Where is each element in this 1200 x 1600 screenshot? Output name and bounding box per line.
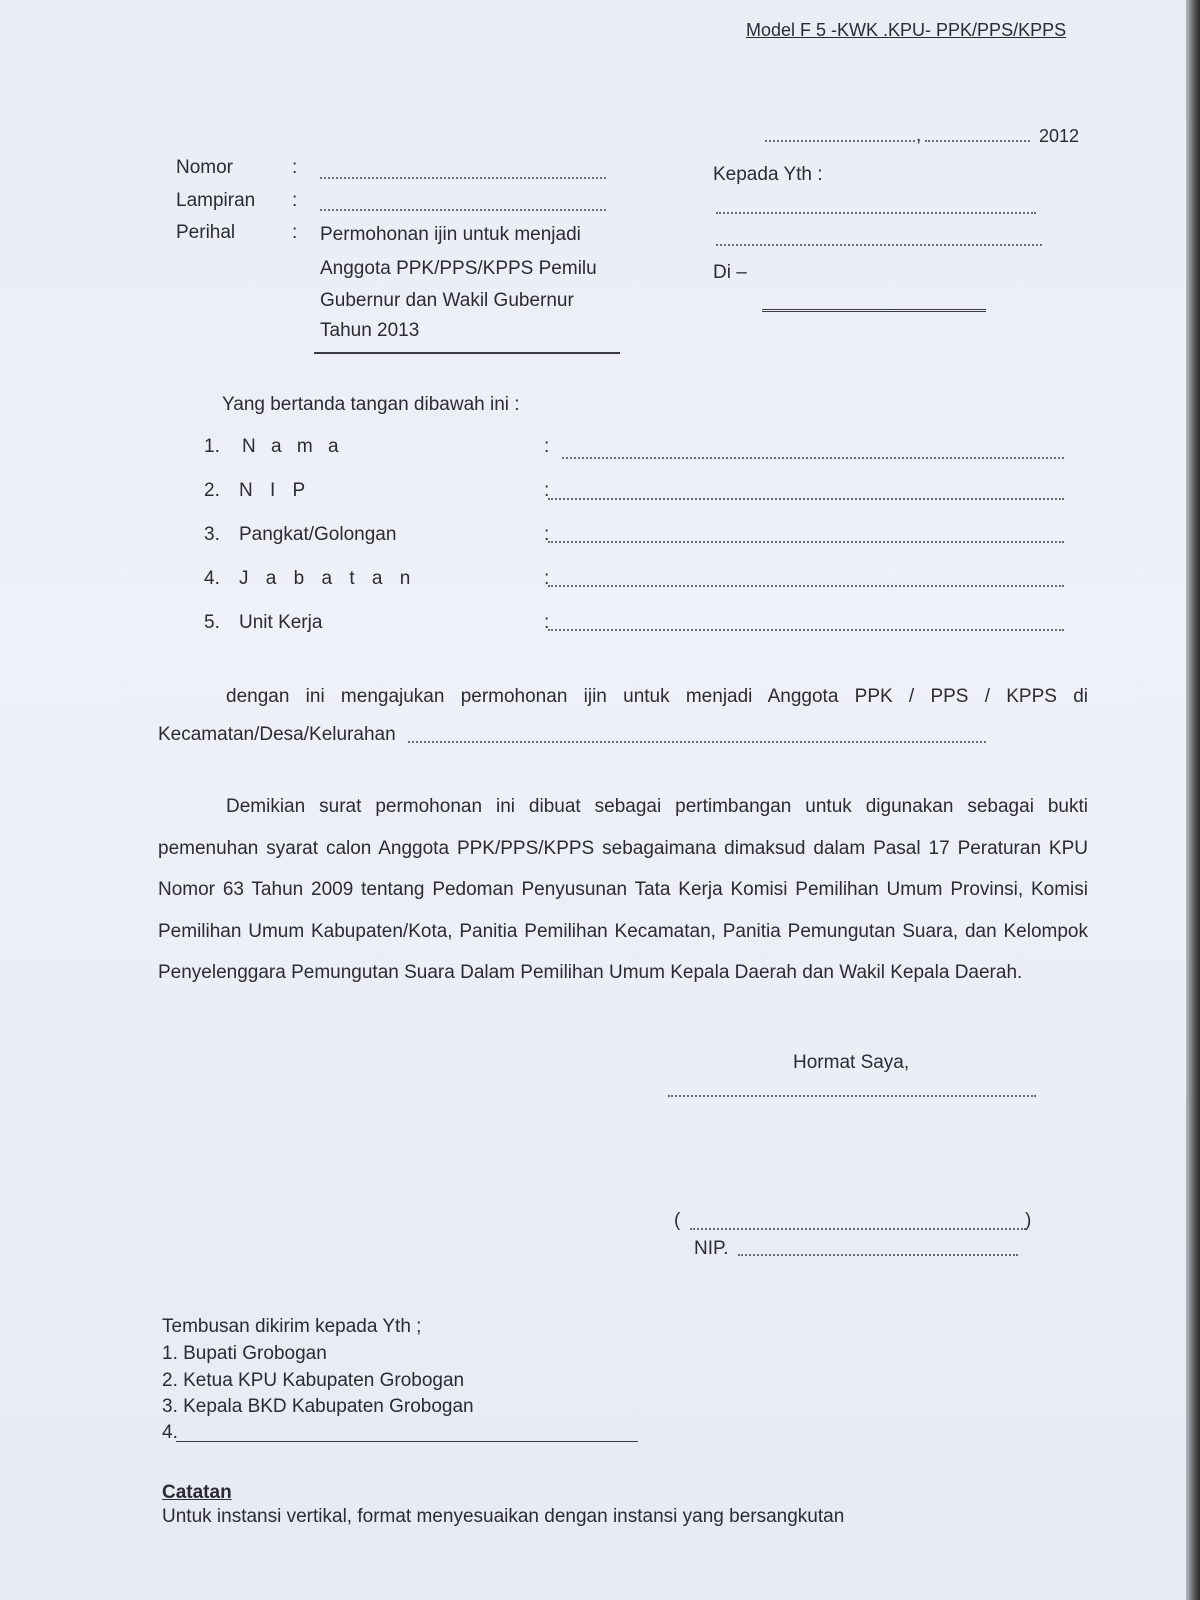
nomor-colon: :: [292, 157, 298, 178]
copies-item-4-line: [176, 1441, 638, 1442]
addressee-place-line: [762, 309, 986, 312]
field-nama-dots: [562, 457, 1064, 459]
copies-item: 1. Bupati Grobogan: [162, 1343, 327, 1364]
addressee-line-1: [716, 212, 1036, 214]
signature-name-dots: [690, 1228, 1026, 1230]
field-pangkat-dots: [548, 541, 1064, 543]
field-colon: :: [544, 568, 550, 589]
copies-item: 3. Kepala BKD Kabupaten Grobogan: [162, 1396, 474, 1417]
field-number: 4.: [204, 568, 220, 589]
perihal-line-3: Gubernur dan Wakil Gubernur: [320, 290, 574, 311]
field-colon: :: [544, 524, 550, 545]
field-label-nip: N I P: [239, 480, 312, 501]
signature-close-paren: ): [1025, 1210, 1032, 1231]
field-label-pangkat: Pangkat/Golongan: [239, 524, 397, 545]
signature-nip-dots: [738, 1254, 1018, 1256]
copies-item: 4.: [162, 1422, 178, 1443]
date-day-dots: [925, 140, 1030, 142]
signature-open-paren: (: [674, 1210, 681, 1231]
date-separator: ,: [916, 125, 922, 146]
copies-title: Tembusan dikirim kepada Yth ;: [162, 1316, 422, 1337]
note-title: Catatan: [162, 1482, 232, 1503]
request-line-2: Kecamatan/Desa/Kelurahan: [158, 724, 396, 745]
field-number: 2.: [204, 480, 220, 501]
perihal-label: Perihal: [176, 222, 236, 243]
page-edge-shadow: [1186, 0, 1200, 1600]
field-label-unit-kerja: Unit Kerja: [239, 612, 323, 633]
date-year: 2012: [1039, 126, 1080, 146]
request-line-1: dengan ini mengajukan permohonan ijin untuk menjadi Anggota PPK / PPS / KPPS di: [226, 686, 1088, 707]
perihal-colon: :: [292, 222, 298, 243]
addressee-line-2: [716, 244, 1042, 246]
perihal-line-1: Permohonan ijin untuk menjadi: [320, 224, 581, 245]
perihal-underline: [314, 352, 620, 354]
field-colon: :: [544, 480, 550, 501]
field-jabatan-dots: [548, 585, 1064, 587]
field-label-nama: N a m a: [242, 436, 344, 457]
date-place-dots: [765, 140, 915, 142]
lampiran-label: Lampiran: [176, 190, 256, 211]
lampiran-field: [320, 209, 606, 211]
field-nip-dots: [548, 498, 1064, 500]
kepada-label: Kepada Yth :: [713, 164, 823, 185]
field-colon: :: [544, 436, 550, 457]
kecamatan-dots: [408, 741, 986, 743]
field-number: 5.: [204, 612, 220, 633]
identity-intro: Yang bertanda tangan dibawah ini :: [222, 394, 520, 415]
note-text: Untuk instansi vertikal, format menyesuaikan dengan instansi yang bersangkutan: [162, 1506, 845, 1527]
nomor-field: [320, 177, 606, 179]
closing-paragraph: Demikian surat permohonan ini dibuat sebagai pertimbangan untuk digunakan sebagai bukti pemenuhan syarat calon Anggota PPK/PPS/KPPS sebagaimana dimaksud dalam Pasal 17 Peraturan KPU Nomor 63 Tahun 2009 tentang Pedoman Penyusunan Tata Kerja Komisi Pemilihan Umum Provinsi, Komisi Pemilihan Umum Kabupaten/Kota, Panitia Pemilihan Kecamatan, Panitia Pemungutan Suara, dan Kelompok Penyelenggara Pemungutan Suara Dalam Pemilihan Umum Kepala Daerah dan Wakil Kepala Daerah.: [158, 796, 1088, 983]
field-unit-kerja-dots: [548, 629, 1064, 631]
perihal-line-4: Tahun 2013: [320, 320, 420, 341]
copies-item: 2. Ketua KPU Kabupaten Grobogan: [162, 1370, 465, 1391]
perihal-line-2: Anggota PPK/PPS/KPPS Pemilu: [320, 258, 597, 279]
form-model-code: Model F 5 -KWK .KPU- PPK/PPS/KPPS: [746, 20, 1067, 40]
lampiran-colon: :: [292, 190, 298, 211]
field-number: 3.: [204, 524, 220, 545]
di-label: Di –: [713, 262, 747, 283]
signature-nip-label: NIP.: [694, 1238, 729, 1259]
signature-greeting: Hormat Saya,: [793, 1052, 910, 1073]
field-label-jabatan: J a b a t a n: [239, 568, 417, 589]
nomor-label: Nomor: [176, 157, 234, 178]
field-number: 1.: [204, 436, 220, 457]
signature-place-line: [668, 1095, 1036, 1097]
field-colon: :: [544, 612, 550, 633]
